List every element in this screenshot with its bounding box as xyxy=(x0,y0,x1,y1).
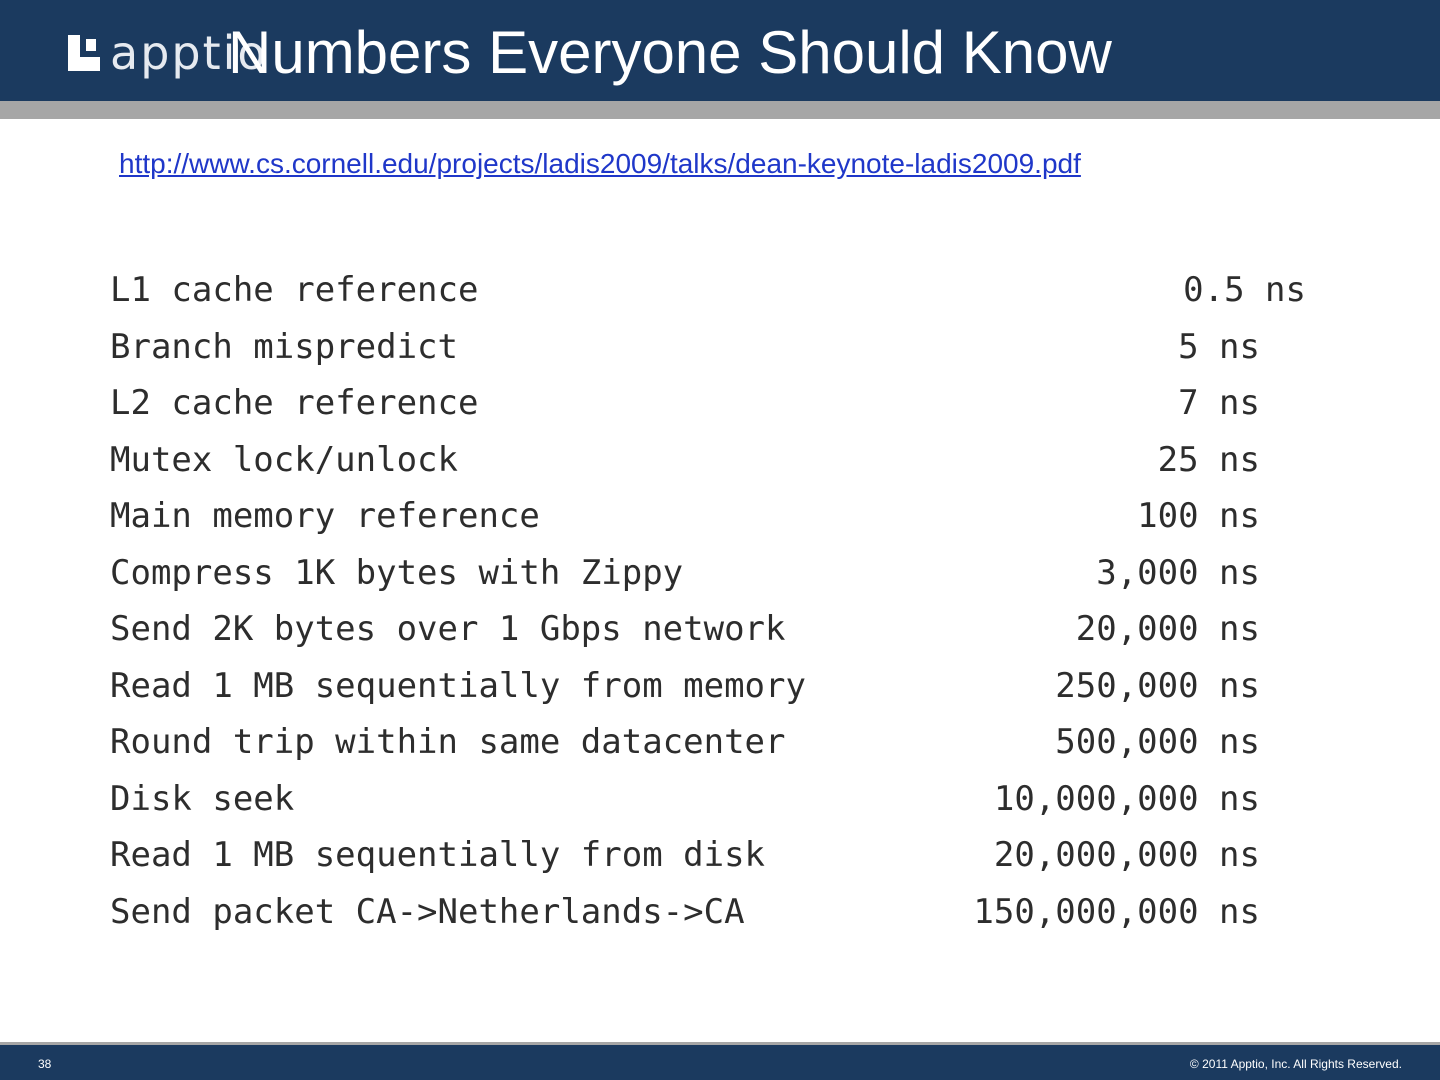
latency-label: L1 cache reference xyxy=(110,270,479,310)
latency-row xyxy=(110,488,1330,545)
slide-header xyxy=(0,0,1440,101)
latency-row xyxy=(110,658,1330,715)
slide-footer xyxy=(0,1042,1440,1080)
latency-row xyxy=(110,545,1330,602)
latency-label: L2 cache reference xyxy=(110,383,479,423)
latency-row xyxy=(110,262,1330,319)
latency-value: 3,000 ns xyxy=(1096,552,1260,593)
latency-label: Mutex lock/unlock xyxy=(110,439,458,480)
latency-row xyxy=(110,714,1330,771)
latency-value: 250,000 ns xyxy=(1055,665,1260,706)
latency-value: 5 ns xyxy=(1178,326,1260,367)
latency-label: Read 1 MB sequentially from memory xyxy=(110,665,806,706)
page-number: 38 xyxy=(38,1057,52,1071)
latency-label: Compress 1K bytes with Zippy xyxy=(110,552,684,593)
latency-value: 150,000,000 ns xyxy=(973,891,1260,932)
latency-value: 7 ns xyxy=(1178,383,1260,423)
latency-label: Send packet CA->Netherlands->CA xyxy=(110,891,745,932)
latency-row xyxy=(110,884,1330,941)
latency-value: 20,000,000 ns xyxy=(993,835,1260,875)
latency-label: Read 1 MB sequentially from disk xyxy=(110,835,766,875)
latency-row xyxy=(110,375,1330,432)
latency-row xyxy=(110,319,1330,376)
latency-value: 100 ns xyxy=(1137,496,1260,536)
apptio-logo-mark-icon xyxy=(68,35,100,71)
source-link[interactable]: http://www.cs.cornell.edu/projects/ladis2009/talks/dean-keynote-ladis2009.pdf xyxy=(119,148,1081,179)
logo-text: apptio xyxy=(110,26,268,80)
latency-table xyxy=(110,262,1330,940)
copyright-notice: © 2011 Apptio, Inc. All Rights Reserved. xyxy=(1189,1057,1402,1071)
latency-row xyxy=(110,771,1330,828)
latency-label: Branch mispredict xyxy=(110,326,458,367)
slide-title: Numbers Everyone Should Know xyxy=(228,19,1112,86)
latency-label: Round trip within same datacenter xyxy=(110,722,786,762)
header-divider xyxy=(0,101,1440,119)
latency-label: Main memory reference xyxy=(110,496,540,536)
latency-value: 0.5 ns xyxy=(1183,270,1306,310)
latency-row xyxy=(110,601,1330,658)
latency-value: 25 ns xyxy=(1157,439,1260,480)
latency-value: 500,000 ns xyxy=(1055,722,1260,762)
latency-row xyxy=(110,827,1330,884)
latency-label: Disk seek xyxy=(110,778,295,819)
latency-label: Send 2K bytes over 1 Gbps network xyxy=(110,609,786,649)
latency-value: 10,000,000 ns xyxy=(993,778,1260,819)
latency-value: 20,000 ns xyxy=(1075,609,1260,649)
latency-row xyxy=(110,432,1330,489)
